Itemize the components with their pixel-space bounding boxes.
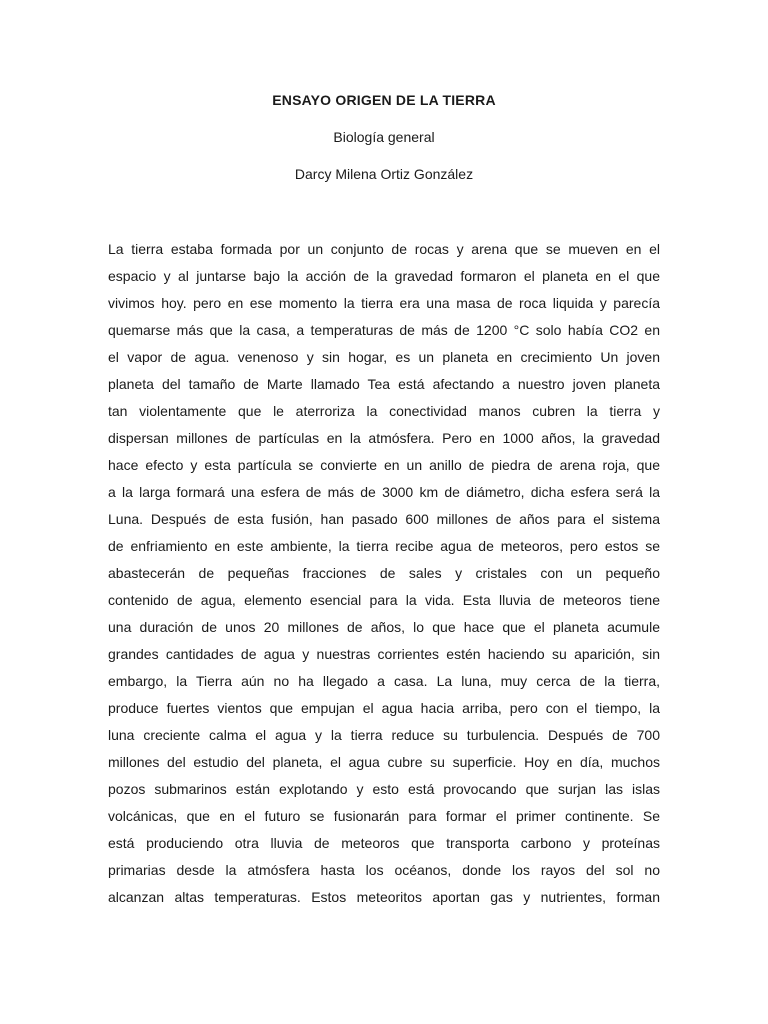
essay-line: quemarse más que la casa, a temperaturas de más de 1200 °C solo había CO2 en xyxy=(108,322,660,338)
document-subtitle: Biología general xyxy=(333,129,435,145)
essay-line: espacio y al juntarse bajo la acción de la gravedad formaron el planeta en el que xyxy=(108,268,660,284)
essay-line: de enfriamiento en este ambiente, la tierra recibe agua de meteoros, pero estos se xyxy=(108,538,660,554)
document-author: Darcy Milena Ortiz González xyxy=(294,166,474,182)
essay-line: volcánicas, que en el futuro se fusionarán para formar el primer continente. Se xyxy=(108,808,660,824)
essay-line: tan violentamente que le aterroriza la conectividad manos cubren la tierra y xyxy=(108,403,660,419)
essay-line: Luna. Después de esta fusión, han pasado 600 millones de años para el sistema xyxy=(108,511,660,527)
essay-line: una duración de unos 20 millones de años, lo que hace que el planeta acumule xyxy=(108,619,660,635)
essay-line: vivimos hoy. pero en ese momento la tierra era una masa de roca liquida y parecía xyxy=(108,295,660,311)
essay-line: pozos submarinos están explotando y esto está provocando que surjan las islas xyxy=(108,781,660,797)
essay-line: está produciendo otra lluvia de meteoros que transporta carbono y proteínas xyxy=(108,835,660,851)
essay-line: grandes cantidades de agua y nuestras corrientes estén haciendo su aparición, sin xyxy=(108,646,660,662)
essay-line: planeta del tamaño de Marte llamado Tea está afectando a nuestro joven planeta xyxy=(108,376,660,392)
essay-line: abastecerán de pequeñas fracciones de sales y cristales con un pequeño xyxy=(108,565,660,581)
essay-line: La tierra estaba formada por un conjunto de rocas y arena que se mueven en el xyxy=(108,241,660,257)
essay-line: primarias desde la atmósfera hasta los océanos, donde los rayos del sol no xyxy=(108,862,660,878)
essay-line: a la larga formará una esfera de más de 3000 km de diámetro, dicha esfera será la xyxy=(108,484,660,500)
essay-line: contenido de agua, elemento esencial para la vida. Esta lluvia de meteoros tiene xyxy=(108,592,660,608)
essay-line: hace efecto y esta partícula se convierte en un anillo de piedra de arena roja, que xyxy=(108,457,660,473)
essay-line: embargo, la Tierra aún no ha llegado a casa. La luna, muy cerca de la tierra, xyxy=(108,673,660,689)
essay-line: millones del estudio del planeta, el agua cubre su superficie. Hoy en día, muchos xyxy=(108,754,660,770)
essay-line: alcanzan altas temperaturas. Estos meteoritos aportan gas y nutrientes, forman xyxy=(108,889,660,905)
essay-line: dispersan millones de partículas en la atmósfera. Pero en 1000 años, la gravedad xyxy=(108,430,660,446)
essay-line: luna creciente calma el agua y la tierra reduce su turbulencia. Después de 700 xyxy=(108,727,660,743)
essay-line: el vapor de agua. venenoso y sin hogar, es un planeta en crecimiento Un joven xyxy=(108,349,660,365)
essay-line: produce fuertes vientos que empujan el agua hacia arriba, pero con el tiempo, la xyxy=(108,700,660,716)
document-title: ENSAYO ORIGEN DE LA TIERRA xyxy=(272,92,496,108)
essay-body xyxy=(108,238,660,913)
